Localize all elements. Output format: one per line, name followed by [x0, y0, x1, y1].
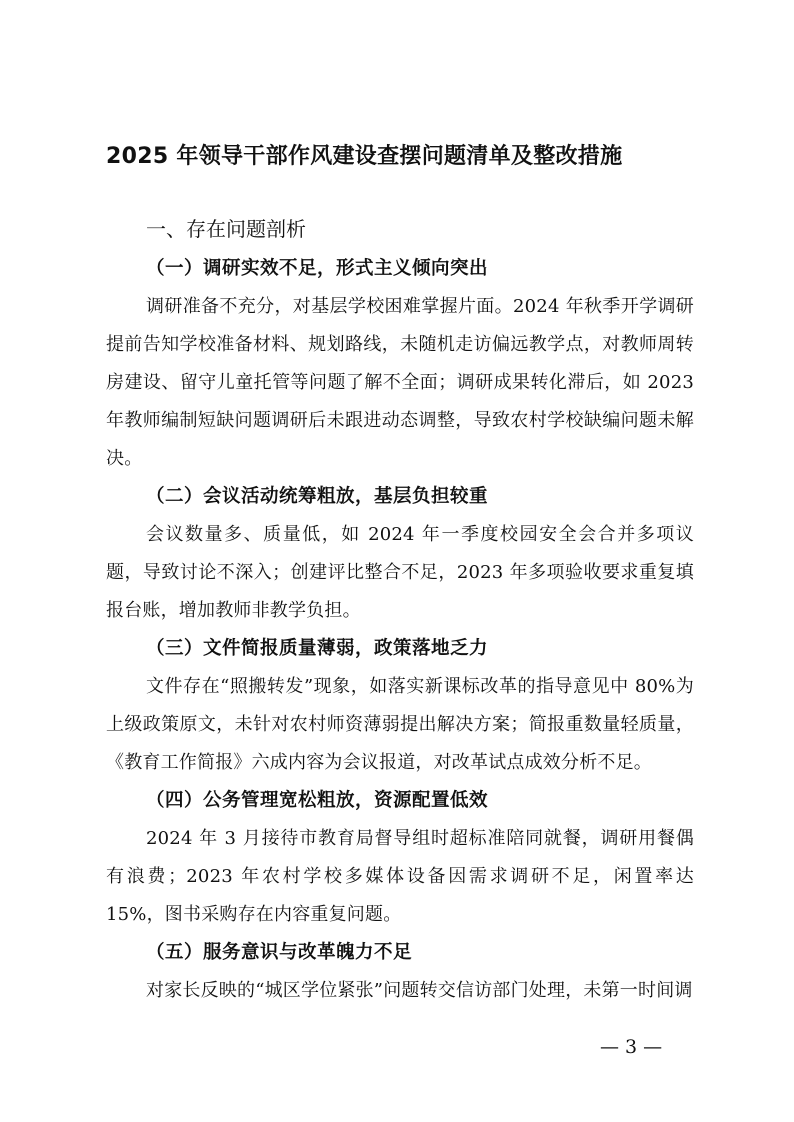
problem-item: [106, 782, 694, 934]
problem-heading: （一）调研实效不足，形式主义倾向突出: [146, 258, 489, 279]
problem-heading: （三）文件简报质量薄弱，政策落地乏力: [146, 638, 489, 659]
problem-heading: （五）服务意识与改革魄力不足: [146, 942, 413, 963]
problem-item: [106, 250, 694, 478]
problem-paragraph: 会议数量多、质量低，如 2024 年一季度校园安全会合并多项议题，导致讨论不深入；创建评比整合不足，2023 年多项验收要求重复填报台账，增加教师非教学负担。: [106, 524, 694, 621]
problem-item: [106, 478, 694, 630]
problem-paragraph: 调研准备不充分，对基层学校困难掌握片面。2024 年秋季开学调研提前告知学校准备材料、规划路线，未随机走访偏远教学点，对教师周转房建设、留守儿童托管等问题了解不全面；调研成果转化滞后，如 2023 年教师编制短缺问题调研后未跟进动态调整，导致农村学校缺编问题未解决。: [106, 296, 694, 469]
problem-paragraph: 文件存在“照搬转发”现象，如落实新课标改革的指导意见中 80%为上级政策原文，未针对农村师资薄弱提出解决方案；简报重数量轻质量，《教育工作简报》六成内容为会议报道，对改革试点成效分析不足。: [106, 676, 694, 773]
problem-paragraph: 对家长反映的“城区学位紧张”问题转交信访部门处理，未第一时间调: [146, 980, 693, 1001]
problem-paragraph: 2024 年 3 月接待市教育局督导组时超标准陪同就餐，调研用餐偶有浪费；2023 年农村学校多媒体设备因需求调研不足，闲置率达 15%，图书采购存在内容重复问题。: [106, 828, 694, 925]
problem-item: [106, 630, 694, 782]
problem-item: [106, 934, 694, 1010]
section-heading: 一、存在问题剖析: [146, 217, 306, 241]
page-number: — 3 —: [600, 1036, 663, 1058]
document-body: [106, 250, 694, 1010]
problem-heading: （四）公务管理宽松粗放，资源配置低效: [146, 790, 489, 811]
document-title: 2025 年领导干部作风建设查摆问题清单及整改措施: [106, 144, 623, 169]
problem-heading: （二）会议活动统筹粗放，基层负担较重: [146, 486, 489, 507]
